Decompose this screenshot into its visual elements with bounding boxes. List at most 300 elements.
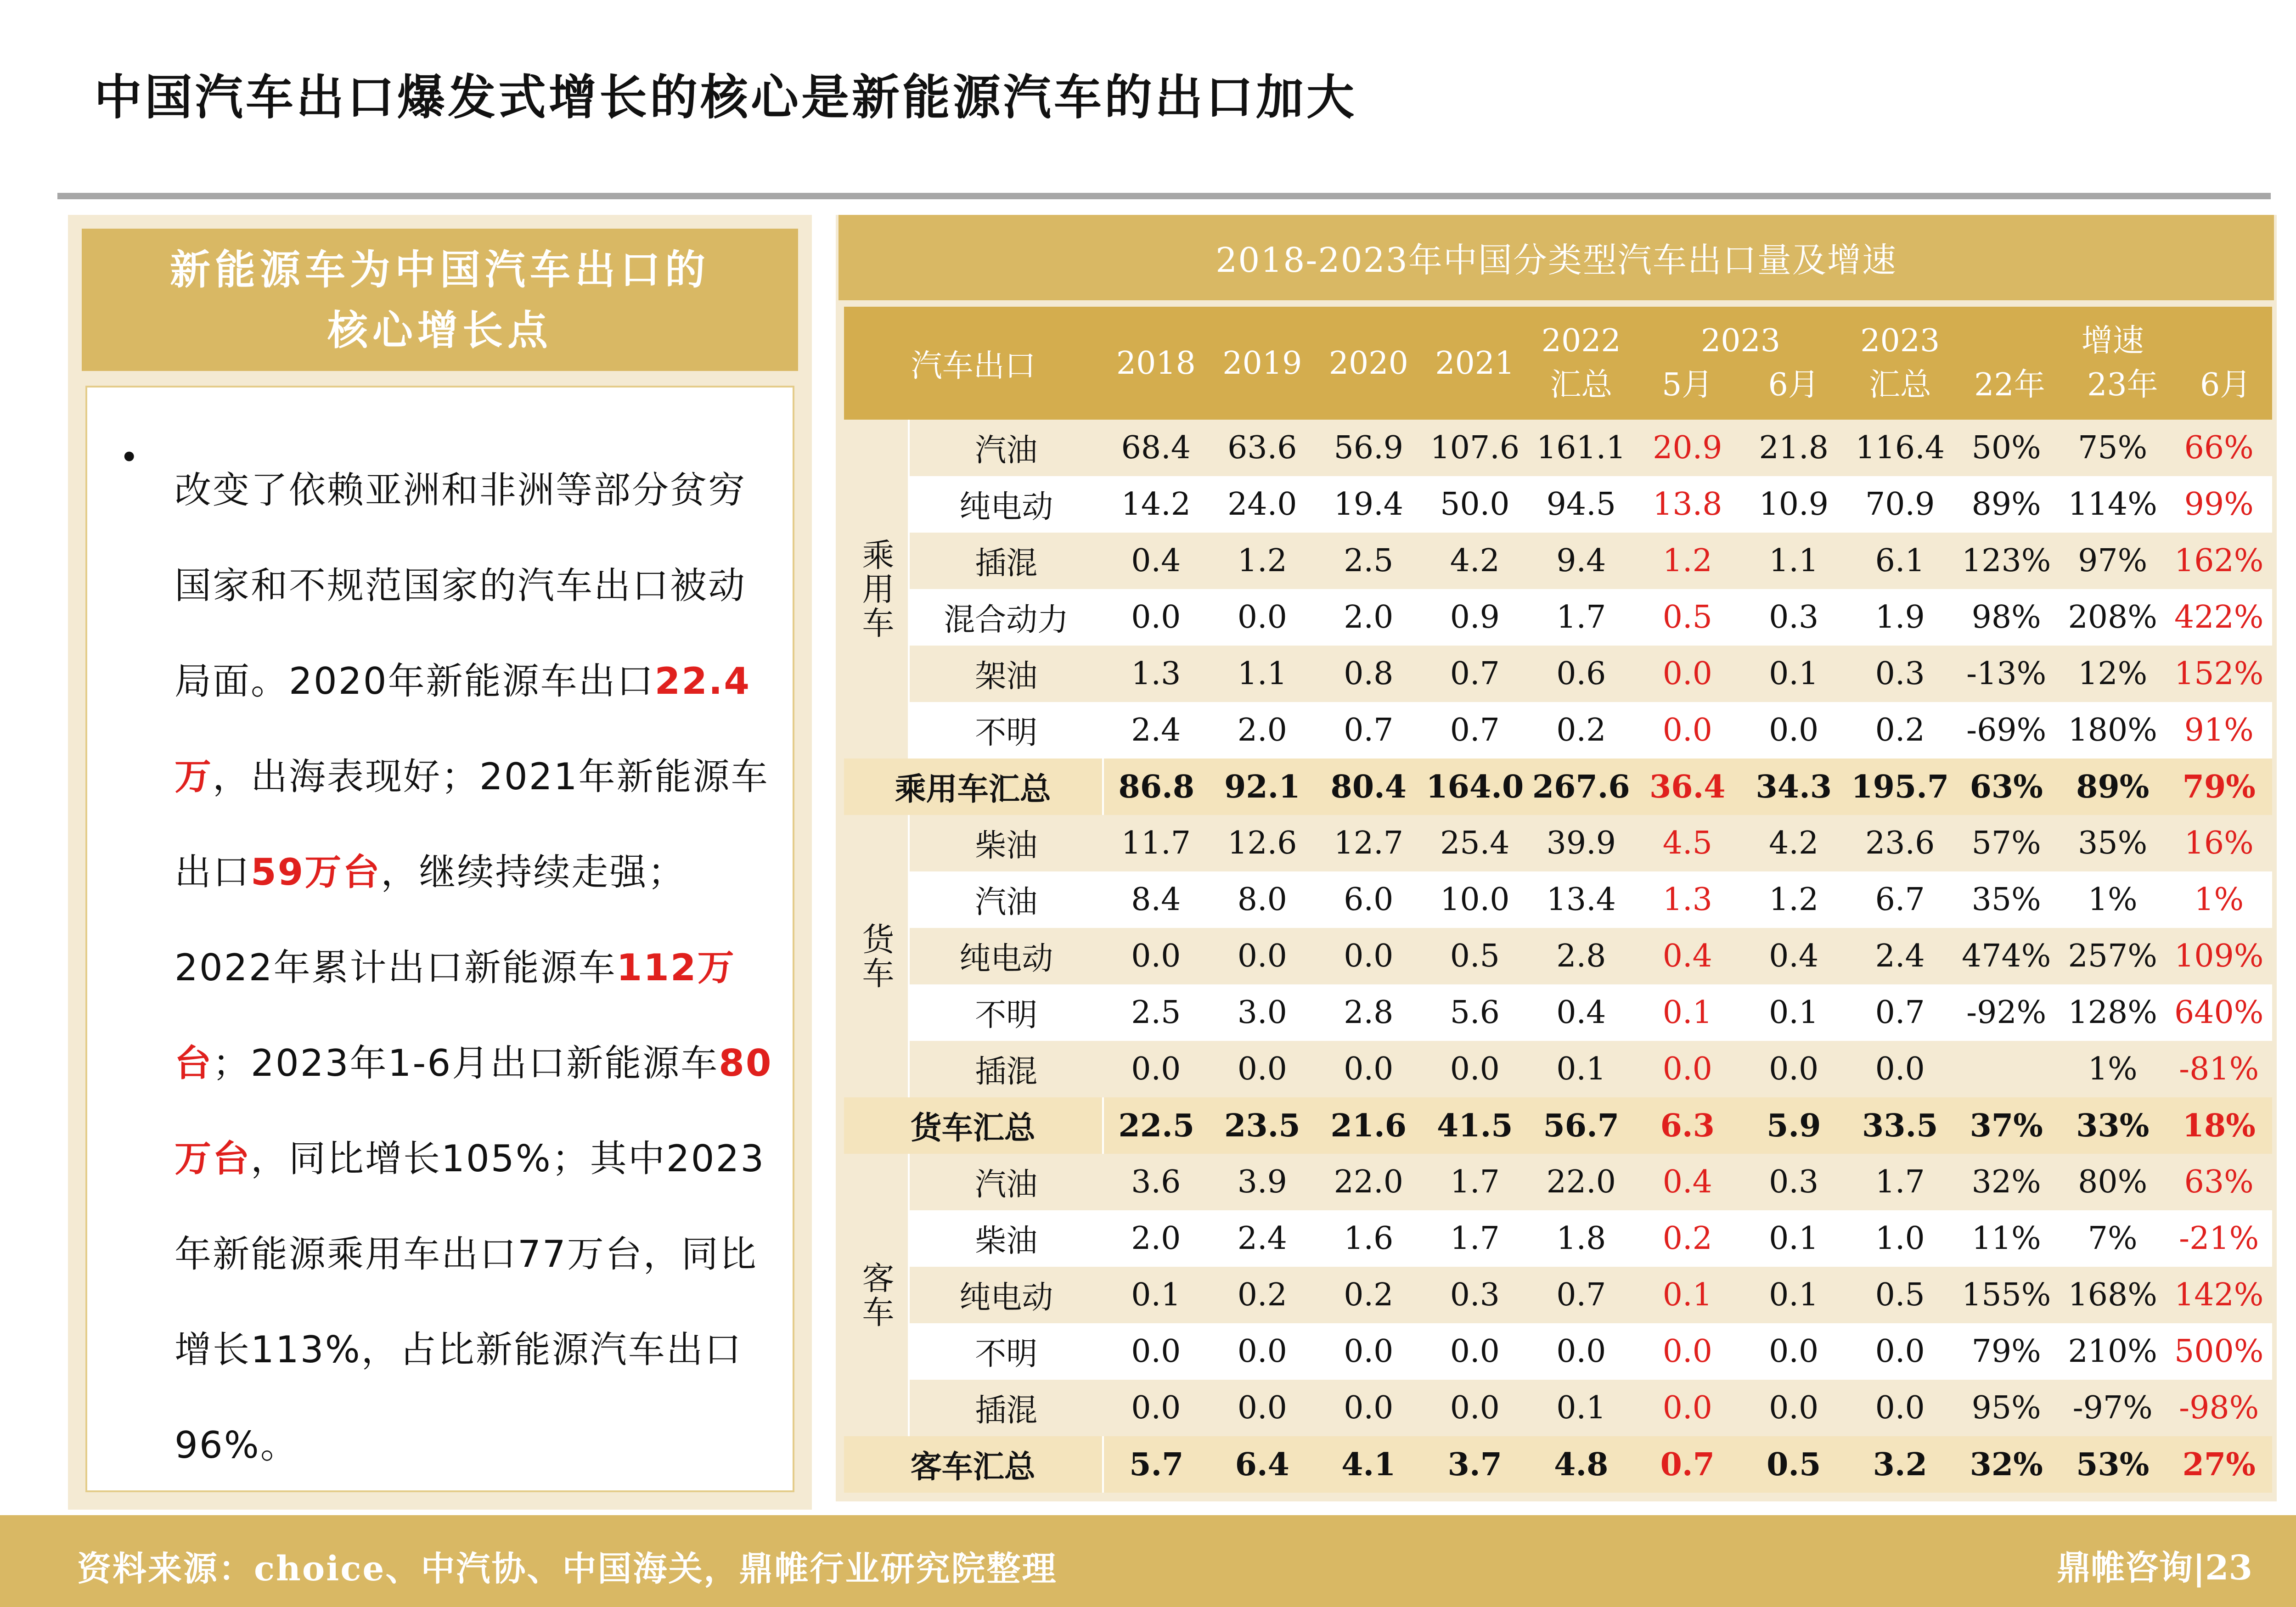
table-wrapper [844,307,2274,1493]
table-cell: 0.0 [1422,1323,1528,1380]
row-label: 插混 [909,1380,1103,1436]
table-cell: 0.0 [1741,1380,1847,1436]
table-cell: 1.9 [1847,589,1953,646]
para-text: ； [213,1042,251,1084]
table-row [844,1210,2272,1267]
table-cell: 0.0 [1316,1041,1422,1097]
table-cell: 4.5 [1634,815,1740,871]
table-cell: 80.4 [1316,759,1422,815]
table-cell: 99% [2166,476,2272,533]
table-cell: 0.1 [1741,646,1847,702]
table-cell: 16% [2166,815,2272,871]
table-cell: 1.7 [1528,589,1634,646]
table-cell: 92.1 [1209,759,1315,815]
table-cell: 6.3 [1634,1097,1740,1154]
table-cell: 0.3 [1847,646,1953,702]
table-cell: 0.0 [1847,1380,1953,1436]
table-cell: 6.7 [1847,871,1953,928]
table-row [844,533,2272,589]
table-row [844,1323,2272,1380]
header-growth-22: 22年 [1974,367,2045,403]
table-cell: 6.4 [1209,1436,1315,1493]
table-cell: 75% [2060,420,2166,476]
table-cell: 32% [1953,1436,2059,1493]
table-cell: 4.1 [1316,1436,1422,1493]
table-cell: 1.1 [1209,646,1315,702]
table-cell: 0.0 [1634,702,1740,759]
summary-paragraph [174,443,781,1493]
table-cell: 3.6 [1103,1154,1209,1210]
table-cell: 24.0 [1209,476,1315,533]
table-cell: 22.0 [1528,1154,1634,1210]
table-cell: 0.1 [1634,1267,1740,1323]
table-cell: 0.0 [1847,1041,1953,1097]
table-cell: 162% [2166,533,2272,589]
table-cell: 0.0 [1103,1380,1209,1436]
table-cell: 50% [1953,420,2059,476]
table-cell: 0.3 [1422,1267,1528,1323]
row-label: 混合动力 [909,589,1103,646]
table-cell: 89% [2060,759,2166,815]
table-cell: 2.0 [1316,589,1422,646]
table-cell: 0.1 [1741,1267,1847,1323]
left-header-line-2: 核心增长点 [327,306,552,354]
row-label: 汽油 [909,871,1103,928]
table-cell: 63.6 [1209,420,1315,476]
table-cell: 23.5 [1209,1097,1315,1154]
para-year: 2020 [289,660,388,702]
table-row [844,1041,2272,1097]
table-cell: 474% [1953,928,2059,984]
table-cell: 267.6 [1528,759,1634,815]
table-cell: -97% [2060,1380,2166,1436]
table-cell: 56.7 [1528,1097,1634,1154]
table-cell: 2.4 [1847,928,1953,984]
table-cell: 161.1 [1528,420,1634,476]
table-cell: 1.2 [1741,871,1847,928]
group-label-passenger: 乘用车 [844,420,909,759]
table-cell: 168% [2060,1267,2166,1323]
table-cell: 2.4 [1103,702,1209,759]
table-cell: 0.2 [1634,1210,1740,1267]
table-cell: 195.7 [1847,759,1953,815]
export-table [844,307,2272,1493]
row-label: 纯电动 [909,1267,1103,1323]
table-cell: 123% [1953,533,2059,589]
table-cell: 0.0 [1741,1323,1847,1380]
table-cell: 107.6 [1422,420,1528,476]
table-cell: 21.6 [1316,1097,1422,1154]
table-cell: 12% [2060,646,2166,702]
row-label: 插混 [909,533,1103,589]
table-cell: 35% [2060,815,2166,871]
table-cell: 1.8 [1528,1210,1634,1267]
table-cell: 27% [2166,1436,2272,1493]
table-cell: 89% [1953,476,2059,533]
table-cell: 3.7 [1422,1436,1528,1493]
left-panel-body [85,386,794,1492]
table-cell: 0.5 [1847,1267,1953,1323]
row-label: 不明 [909,702,1103,759]
table-cell: 0.3 [1741,589,1847,646]
table-row [844,646,2272,702]
table-cell: 7% [2060,1210,2166,1267]
table-cell: 4.2 [1741,815,1847,871]
table-cell: 86.8 [1103,759,1209,815]
table-cell: 1.7 [1847,1154,1953,1210]
table-cell: -92% [1953,984,2059,1041]
table-cell: 50.0 [1422,476,1528,533]
table-cell: 22.0 [1316,1154,1422,1210]
table-cell: 37% [1953,1097,2059,1154]
table-cell: 36.4 [1634,759,1740,815]
right-panel [836,215,2277,1501]
table-cell: 142% [2166,1267,2272,1323]
header-2019: 2019 [1209,307,1315,420]
table-cell: 14.2 [1103,476,1209,533]
table-cell: 210% [2060,1323,2166,1380]
table-cell: 2.0 [1209,702,1315,759]
para-text: ；其中 [551,1137,666,1180]
table-cell: 25.4 [1422,815,1528,871]
table-cell: 1.2 [1634,533,1740,589]
bullet-icon: • [119,438,139,477]
table-cell: 0.1 [1528,1380,1634,1436]
table-cell: 0.7 [1422,646,1528,702]
table-cell: 0.4 [1741,928,1847,984]
table-cell: 6.0 [1316,871,1422,928]
table-cell: 0.0 [1316,1380,1422,1436]
table-title: 2018-2023年中国分类型汽车出口量及增速 [838,215,2274,300]
table-cell: 1.3 [1634,871,1740,928]
table-cell: 0.0 [1634,1041,1740,1097]
table-cell: 1.3 [1103,646,1209,702]
table-cell: 19.4 [1316,476,1422,533]
para-year: 2023 [251,1042,350,1084]
table-cell: 0.7 [1316,702,1422,759]
para-number: 105% [441,1137,552,1180]
table-cell: -98% [2166,1380,2272,1436]
table-cell: 0.4 [1528,984,1634,1041]
table-cell: 98% [1953,589,2059,646]
row-label: 柴油 [909,815,1103,871]
table-cell: 11.7 [1103,815,1209,871]
table-cell: 640% [2166,984,2272,1041]
table-cell: 18% [2166,1097,2272,1154]
row-label: 架油 [909,646,1103,702]
header-2023t-sum: 汇总 [1868,367,1931,403]
header-jun: 6月 [1768,367,1819,403]
table-cell: 80% [2060,1154,2166,1210]
para-text: 年新能源车出口 [174,755,769,893]
header-vehicle-export: 汽车出口 [844,307,1103,420]
table-cell: 22.5 [1103,1097,1209,1154]
table-cell: 2.0 [1103,1210,1209,1267]
para-text: 万台，同比增长 [174,1233,758,1371]
table-cell: 114% [2060,476,2166,533]
table-header-row [844,307,2272,420]
table-cell: 1% [2060,1041,2166,1097]
table-row [844,589,2272,646]
header-growth-23: 23年 [2087,367,2158,403]
table-cell: 2.8 [1528,928,1634,984]
row-label: 柴油 [909,1210,1103,1267]
table-cell: 0.3 [1741,1154,1847,1210]
header-2023-year: 2023 [1700,323,1781,359]
table-cell: 8.4 [1103,871,1209,928]
table-row [844,871,2272,928]
table-cell: 0.0 [1316,1323,1422,1380]
table-cell: 68.4 [1103,420,1209,476]
table-cell: 0.0 [1634,646,1740,702]
summary-label: 货车汇总 [844,1097,1103,1154]
table-cell: 422% [2166,589,2272,646]
summary-row [844,1097,2272,1154]
summary-label: 客车汇总 [844,1436,1103,1493]
table-cell [1953,1041,2059,1097]
table-cell: 94.5 [1528,476,1634,533]
table-cell: 6.1 [1847,533,1953,589]
header-2021: 2021 [1422,307,1528,420]
row-label: 汽油 [909,420,1103,476]
para-year: 2023 [666,1137,765,1180]
para-text: ，出海表现好； [213,755,479,798]
table-cell: 0.0 [1209,589,1315,646]
table-cell: 2.4 [1209,1210,1315,1267]
table-cell: 1.7 [1422,1154,1528,1210]
table-cell: 0.4 [1103,533,1209,589]
table-cell: 0.1 [1103,1267,1209,1323]
table-cell: 63% [1953,759,2059,815]
table-cell: 11% [1953,1210,2059,1267]
table-cell: 79% [1953,1323,2059,1380]
table-cell: 5.9 [1741,1097,1847,1154]
table-cell: 95% [1953,1380,2059,1436]
table-cell: 66% [2166,420,2272,476]
table-cell: 109% [2166,928,2272,984]
table-cell: 0.0 [1209,1323,1315,1380]
table-cell: 0.0 [1103,1041,1209,1097]
table-cell: 0.0 [1209,1380,1315,1436]
header-2022-total [1528,307,1634,420]
table-cell: 0.0 [1422,1380,1528,1436]
table-cell: 1% [2166,871,2272,928]
table-cell: 1.7 [1422,1210,1528,1267]
table-cell: 2.5 [1103,984,1209,1041]
group-label-truck: 货车 [844,815,909,1097]
table-cell: 0.0 [1209,1041,1315,1097]
table-cell: 57% [1953,815,2059,871]
table-cell: 0.0 [1847,1323,1953,1380]
table-cell: 13.8 [1634,476,1740,533]
left-panel [68,215,812,1510]
footer-bar [0,1515,2296,1607]
header-2022-sum: 汇总 [1550,367,1613,403]
summary-label: 乘用车汇总 [844,759,1103,815]
table-cell: 3.2 [1847,1436,1953,1493]
table-cell: 0.1 [1741,1210,1847,1267]
table-row [844,1154,2272,1210]
para-text: 月出口新能源车 [452,1042,719,1084]
row-label: 不明 [909,984,1103,1041]
table-row [844,928,2272,984]
para-number: 77 [518,1233,567,1275]
para-text: ，占比新能源汽车出口 [361,1328,743,1371]
table-cell: 257% [2060,928,2166,984]
header-2023t-year: 2023 [1860,323,1940,359]
table-cell: 0.0 [1528,1323,1634,1380]
para-text: 年新能源车出口 [388,660,655,702]
header-growth-6: 6月 [2200,367,2251,403]
summary-row [844,759,2272,815]
table-row [844,815,2272,871]
table-cell: 0.1 [1741,984,1847,1041]
table-cell: 79% [2166,759,2272,815]
table-cell: 0.2 [1316,1267,1422,1323]
table-cell: 128% [2060,984,2166,1041]
table-cell: 0.2 [1847,702,1953,759]
table-cell: 33% [2060,1097,2166,1154]
left-header-line-1: 新能源车为中国汽车出口的 [169,246,710,293]
table-cell: 9.4 [1528,533,1634,589]
para-text: 年新能源乘用车出口 [174,1233,518,1275]
table-cell: 32% [1953,1154,2059,1210]
brand-page-number: 鼎帷咨询|23 [2057,1548,2252,1588]
table-cell: 1% [2060,871,2166,928]
table-cell: 164.0 [1422,759,1528,815]
table-cell: 5.6 [1422,984,1528,1041]
table-cell: 3.9 [1209,1154,1315,1210]
table-cell: 0.7 [1847,984,1953,1041]
para-number: 96% [174,1424,260,1467]
table-cell: 0.0 [1741,1041,1847,1097]
table-cell: 70.9 [1847,476,1953,533]
table-cell: 0.5 [1634,589,1740,646]
table-cell: 23.6 [1847,815,1953,871]
table-cell: 0.0 [1422,1041,1528,1097]
highlight-value: 80万台 [174,1042,773,1180]
para-number: 1-6 [388,1042,452,1084]
table-cell: 5.7 [1103,1436,1209,1493]
para-text: ，继续持续走强； [381,851,686,893]
table-cell: 3.0 [1209,984,1315,1041]
table-cell: 8.0 [1209,871,1315,928]
table-cell: 4.8 [1528,1436,1634,1493]
table-cell: 56.9 [1316,420,1422,476]
table-cell: 2.8 [1316,984,1422,1041]
table-cell: 0.0 [1103,1323,1209,1380]
page-title: 中国汽车出口爆发式增长的核心是新能源汽车的出口加大 [94,69,1357,125]
table-row [844,1267,2272,1323]
table-cell: 41.5 [1422,1097,1528,1154]
table-cell: 0.6 [1528,646,1634,702]
header-month-labels [1634,363,1847,407]
header-2023-months [1634,307,1847,420]
table-cell: 1.0 [1847,1210,1953,1267]
table-cell: 12.7 [1316,815,1422,871]
table-cell: 180% [2060,702,2166,759]
para-text: 年 [349,1042,388,1084]
table-cell: 1.2 [1209,533,1315,589]
table-row [844,702,2272,759]
table-body [844,420,2272,1493]
table-cell: 116.4 [1847,420,1953,476]
table-cell: 0.5 [1741,1436,1847,1493]
table-cell: 0.0 [1634,1380,1740,1436]
table-cell: 0.1 [1634,984,1740,1041]
table-cell: 0.4 [1634,928,1740,984]
highlight-value: 22.4万 [174,660,751,798]
table-cell: -81% [2166,1041,2272,1097]
left-panel-header [82,229,798,371]
para-text: 。 [260,1424,298,1467]
table-cell: 0.9 [1422,589,1528,646]
table-cell: 0.0 [1103,589,1209,646]
table-cell: 208% [2060,589,2166,646]
table-cell: 1.6 [1316,1210,1422,1267]
table-cell: 35% [1953,871,2059,928]
table-cell: 34.3 [1741,759,1847,815]
table-cell: 12.6 [1209,815,1315,871]
header-may: 5月 [1662,367,1713,403]
table-cell: 39.9 [1528,815,1634,871]
table-cell: 10.9 [1741,476,1847,533]
table-cell: 63% [2166,1154,2272,1210]
table-cell: 10.0 [1422,871,1528,928]
table-cell: 0.7 [1422,702,1528,759]
header-2022-year: 2022 [1541,323,1621,359]
para-year: 2021 [479,755,579,798]
row-label: 不明 [909,1323,1103,1380]
table-cell: 0.7 [1528,1267,1634,1323]
table-cell: 1.1 [1741,533,1847,589]
highlight-value: 112万台 [174,946,736,1084]
group-label-bus: 客车 [844,1154,909,1436]
header-growth [1953,307,2272,420]
table-cell: -13% [1953,646,2059,702]
row-label: 插混 [909,1041,1103,1097]
table-cell: 0.0 [1316,928,1422,984]
highlight-value: 59万台 [251,851,381,893]
header-growth-subs [1953,363,2272,407]
header-2023-total [1847,307,1953,420]
table-row [844,984,2272,1041]
table-cell: 0.1 [1528,1041,1634,1097]
table-cell: 0.0 [1634,1323,1740,1380]
table-cell: 2.5 [1316,533,1422,589]
table-cell: 97% [2060,533,2166,589]
table-row [844,476,2272,533]
summary-row [844,1436,2272,1493]
table-cell: 91% [2166,702,2272,759]
header-2018: 2018 [1103,307,1209,420]
table-cell: -69% [1953,702,2059,759]
table-cell: -21% [2166,1210,2272,1267]
row-label: 纯电动 [909,476,1103,533]
table-cell: 0.7 [1634,1436,1740,1493]
para-text: ，同比增长 [251,1137,441,1180]
table-cell: 20.9 [1634,420,1740,476]
table-cell: 500% [2166,1323,2272,1380]
para-text: 改变了依赖亚洲和非洲等部分贫穷国家和不规范国家的汽车出口被动局面。 [174,469,746,702]
para-text: 年累计出口新能源车 [273,946,617,989]
table-cell: 13.4 [1528,871,1634,928]
source-note: 资料来源：choice、中汽协、中国海关，鼎帷行业研究院整理 [77,1549,1058,1589]
table-cell: 4.2 [1422,533,1528,589]
table-cell: 0.5 [1422,928,1528,984]
row-label: 汽油 [909,1154,1103,1210]
table-cell: 0.0 [1741,702,1847,759]
